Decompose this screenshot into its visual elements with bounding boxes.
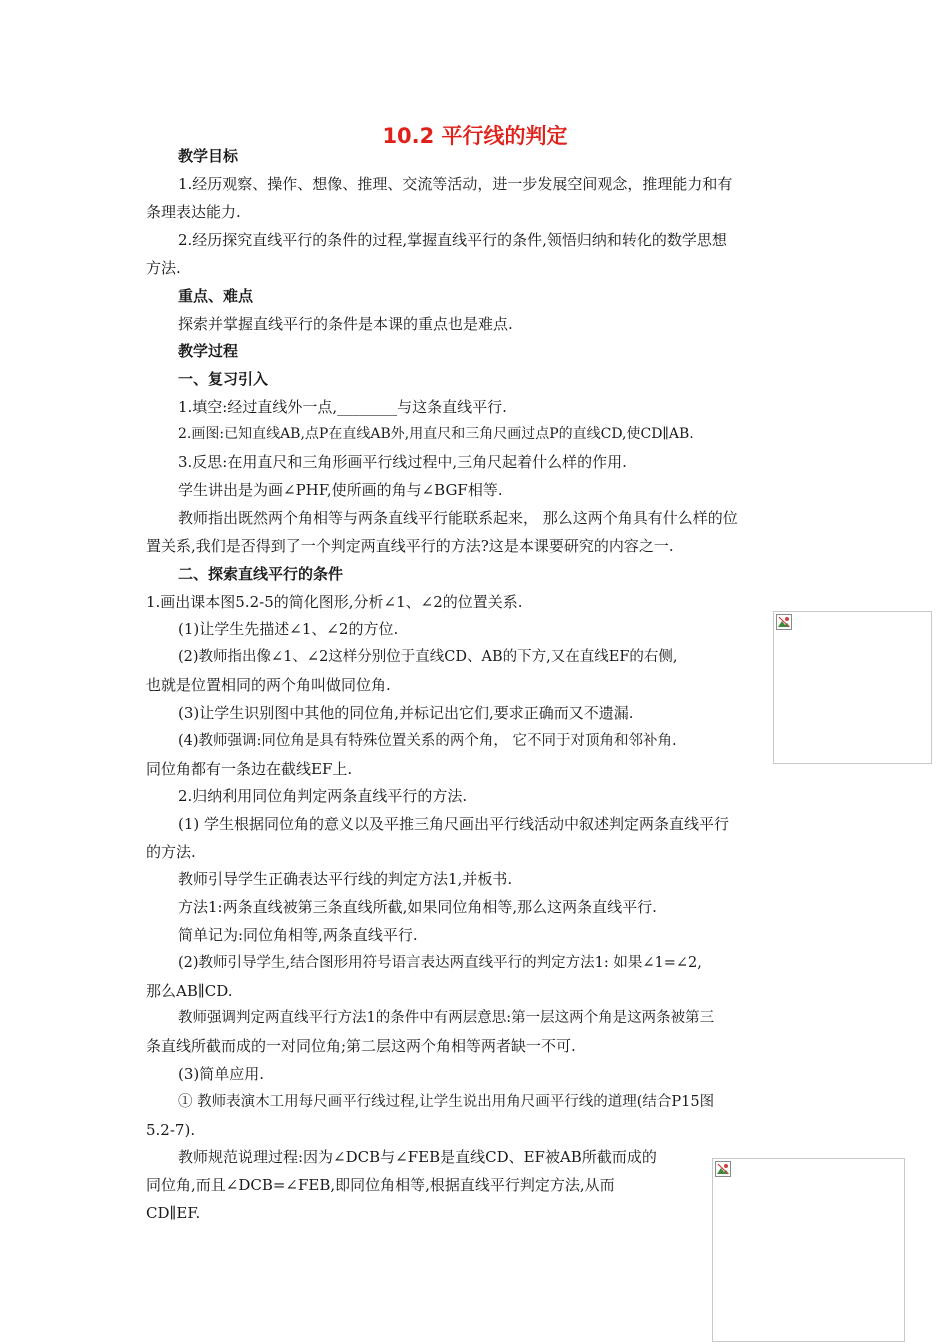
text-line: 1.经历观察、操作、想像、推理、交流等活动，进一步发展空间观念，推理能力和有 — [178, 175, 733, 193]
section-heading: 二、探索直线平行的条件 — [178, 565, 344, 583]
text-line: 学生讲出是为画∠PHF,使所画的角与∠BGF相等. — [178, 481, 503, 499]
text-line: 同位角,而且∠DCB=∠FEB,即同位角相等,根据直线平行判定方法,从而 — [146, 1176, 615, 1194]
text-line: (4)教师强调:同位角是具有特殊位置关系的两个角， 它不同于对顶角和邻补角. — [178, 733, 677, 749]
text-line: 方法. — [146, 259, 181, 277]
figure-placeholder-1 — [773, 611, 932, 764]
text-line: 教师规范说理过程:因为∠DCB与∠FEB是直线CD、EF被AB所截而成的 — [178, 1148, 657, 1166]
text-line: 简单记为:同位角相等,两条直线平行. — [178, 926, 418, 944]
text-line: 5.2-7). — [146, 1121, 196, 1139]
text-line: (1) 学生根据同位角的意义以及平推三角尺画出平行线活动中叙述判定两条直线平行 — [178, 815, 730, 833]
text-line: ① 教师表演木工用每尺画平行线过程,让学生说出用角尺画平行线的道理(结合P15图 — [178, 1094, 715, 1110]
text-line: 2.经历探究直线平行的条件的过程,掌握直线平行的条件,领悟归纳和转化的数学思想 — [178, 231, 727, 249]
text-line: 的方法. — [146, 843, 196, 861]
page-title: 10.2 平行线的判定 — [382, 124, 568, 148]
text-line: 3.反思:在用直尺和三角形画平行线过程中,三角尺起着什么样的作用. — [178, 453, 627, 471]
text-line: 置关系,我们是否得到了一个判定两直线平行的方法?这是本课要研究的内容之一. — [146, 537, 674, 555]
text-line: 同位角都有一条边在截线EF上. — [146, 760, 353, 778]
figure-placeholder-2 — [712, 1158, 905, 1342]
section-heading: 教学过程 — [178, 342, 239, 360]
text-line: 条直线所截而成的一对同位角;第二层这两个角相等两者缺一不可. — [146, 1037, 576, 1055]
text-line: (2)教师引导学生,结合图形用符号语言表达两直线平行的判定方法1: 如果∠1=∠2, — [178, 955, 702, 971]
text-line: 探索并掌握直线平行的条件是本课的重点也是难点. — [178, 315, 513, 333]
text-line: 1.填空:经过直线外一点,________与这条直线平行. — [178, 398, 507, 416]
broken-image-icon — [715, 1161, 731, 1177]
text-line: 教师强调判定两直线平行方法1的条件中有两层意思:第一层这两个角是这两条被第三 — [178, 1010, 715, 1026]
text-line: 方法1:两条直线被第三条直线所截,如果同位角相等,那么这两条直线平行. — [178, 898, 657, 916]
section-heading: 一、复习引入 — [178, 370, 269, 388]
broken-image-icon — [776, 614, 792, 630]
text-line: 教师指出既然两个角相等与两条直线平行能联系起来， 那么这两个角具有什么样的位 — [178, 509, 738, 527]
section-heading: 教学目标 — [178, 147, 239, 165]
text-line: (2)教师指出像∠1、∠2这样分别位于直线CD、AB的下方,又在直线EF的右侧, — [178, 649, 678, 665]
text-line: 那么AB∥CD. — [146, 982, 233, 1000]
text-line: 2.归纳利用同位角判定两条直线平行的方法. — [178, 787, 468, 805]
text-line: 教师引导学生正确表达平行线的判定方法1,并板书. — [178, 870, 513, 888]
section-heading: 重点、难点 — [178, 287, 254, 305]
text-line: 条理表达能力. — [146, 203, 241, 221]
text-line: 1.画出课本图5.2-5的简化图形,分析∠1、∠2的位置关系. — [146, 593, 523, 611]
text-line: CD∥EF. — [146, 1204, 201, 1222]
text-line: (1)让学生先描述∠1、∠2的方位. — [178, 620, 399, 638]
text-line: (3)让学生识别图中其他的同位角,并标记出它们,要求正确而又不遗漏. — [178, 704, 634, 722]
text-line: (3)简单应用. — [178, 1065, 265, 1083]
text-line: 2.画图:已知直线AB,点P在直线AB外,用直尺和三角尺画过点P的直线CD,使CD∥AB. — [178, 426, 694, 442]
text-line: 也就是位置相同的两个角叫做同位角. — [146, 676, 391, 694]
